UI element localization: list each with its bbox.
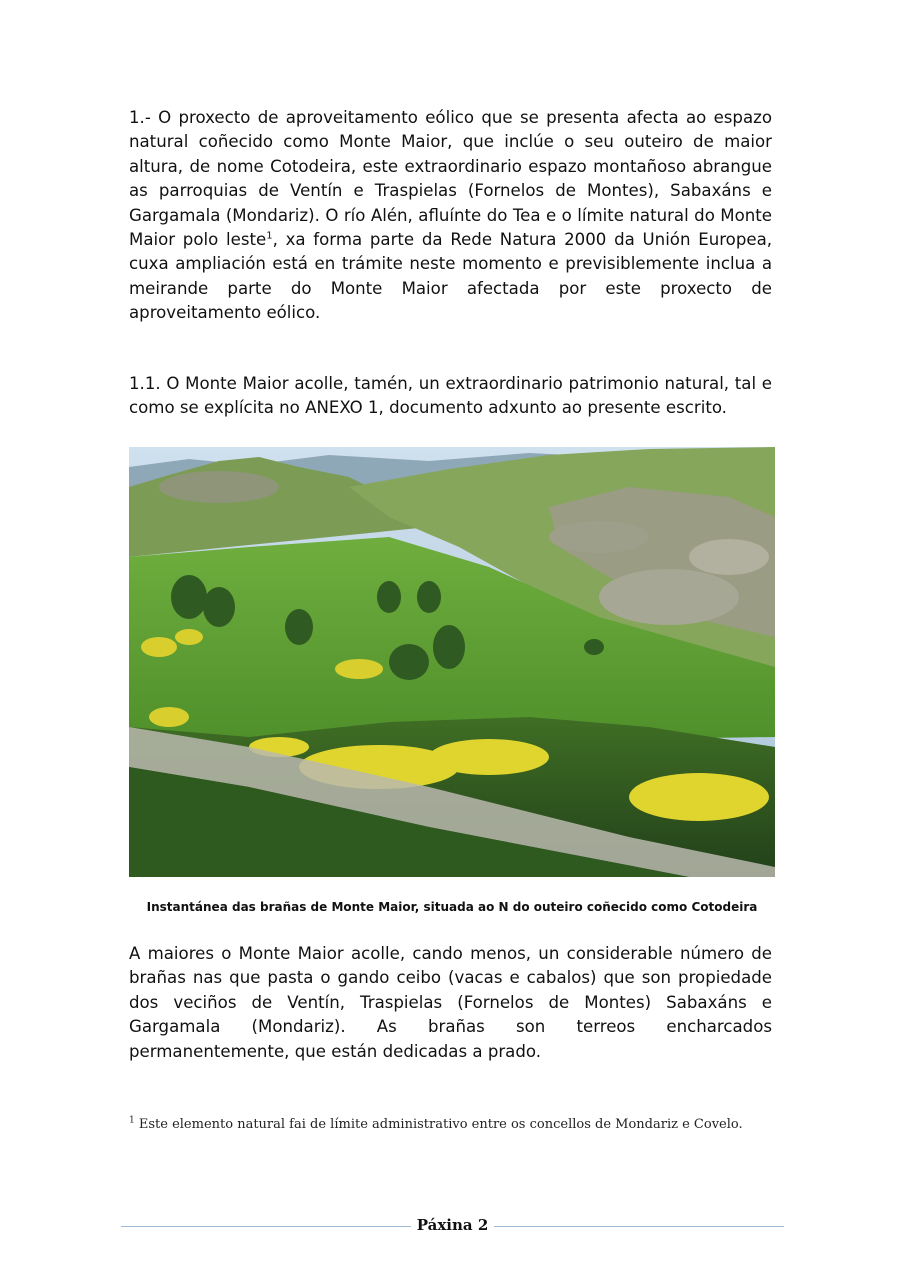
footer-rule-left — [121, 1226, 411, 1227]
footnote-marker: 1 — [129, 1115, 135, 1126]
footnote-ref[interactable]: 1 — [266, 230, 273, 242]
paragraph-1 — [129, 106, 772, 326]
footnote-text: Este elemento natural fai de límite administrativo entre os concellos de Mondariz e Covelo. — [134, 1117, 743, 1132]
figure-caption: Instantánea das brañas de Monte Maior, situada ao N do outeiro coñecido como Cotodeira — [146, 900, 758, 914]
paragraph-1-1: 1.1. O Monte Maior acolle, tamén, un extraordinario patrimonio natural, tal e como se explícita no ANEXO 1, documento adxunto ao presente escrito. — [129, 374, 772, 418]
footnote — [129, 1117, 779, 1132]
paragraph-brañas: A maiores o Monte Maior acolle, cando menos, un considerable número de brañas nas que pasta o gando ceibo (vacas e cabalos) que son propiedade dos veciños de Ventín, Traspielas (Fornelos de Montes) Sabaxáns e Gargamala (Mondariz). As brañas son terreos encharcados permanentemente, que están dedicadas a prado. — [129, 944, 772, 1061]
footer-rule-right — [494, 1226, 784, 1227]
page-number: Páxina 2 — [416, 1216, 489, 1234]
landscape-photo — [129, 447, 775, 877]
page-footer — [121, 1216, 784, 1238]
paragraph-1-text-b: , xa forma parte da Rede Natura 2000 da Unión Europea, cuxa ampliación está en trámite neste momento e previsiblemente inclua a meirande parte do Monte Maior afectada por este proxecto de aproveitamento eólico. — [129, 230, 773, 323]
paragraph-1-text-a: 1.- O proxecto de aproveitamento eólico que se presenta afecta ao espazo natural coñecido como Monte Maior, que inclúe o seu outeiro de maior altura, de nome Cotodeira, este extraordinario espazo montañoso abrangue as parroquias de Ventín e Traspielas (Fornelos de Montes), Sabaxáns e Gargamala (Mondariz). O río Alén, afluínte do Tea e o límite natural do Monte Maior polo leste — [129, 108, 772, 250]
landscape-photo-image — [129, 447, 775, 877]
